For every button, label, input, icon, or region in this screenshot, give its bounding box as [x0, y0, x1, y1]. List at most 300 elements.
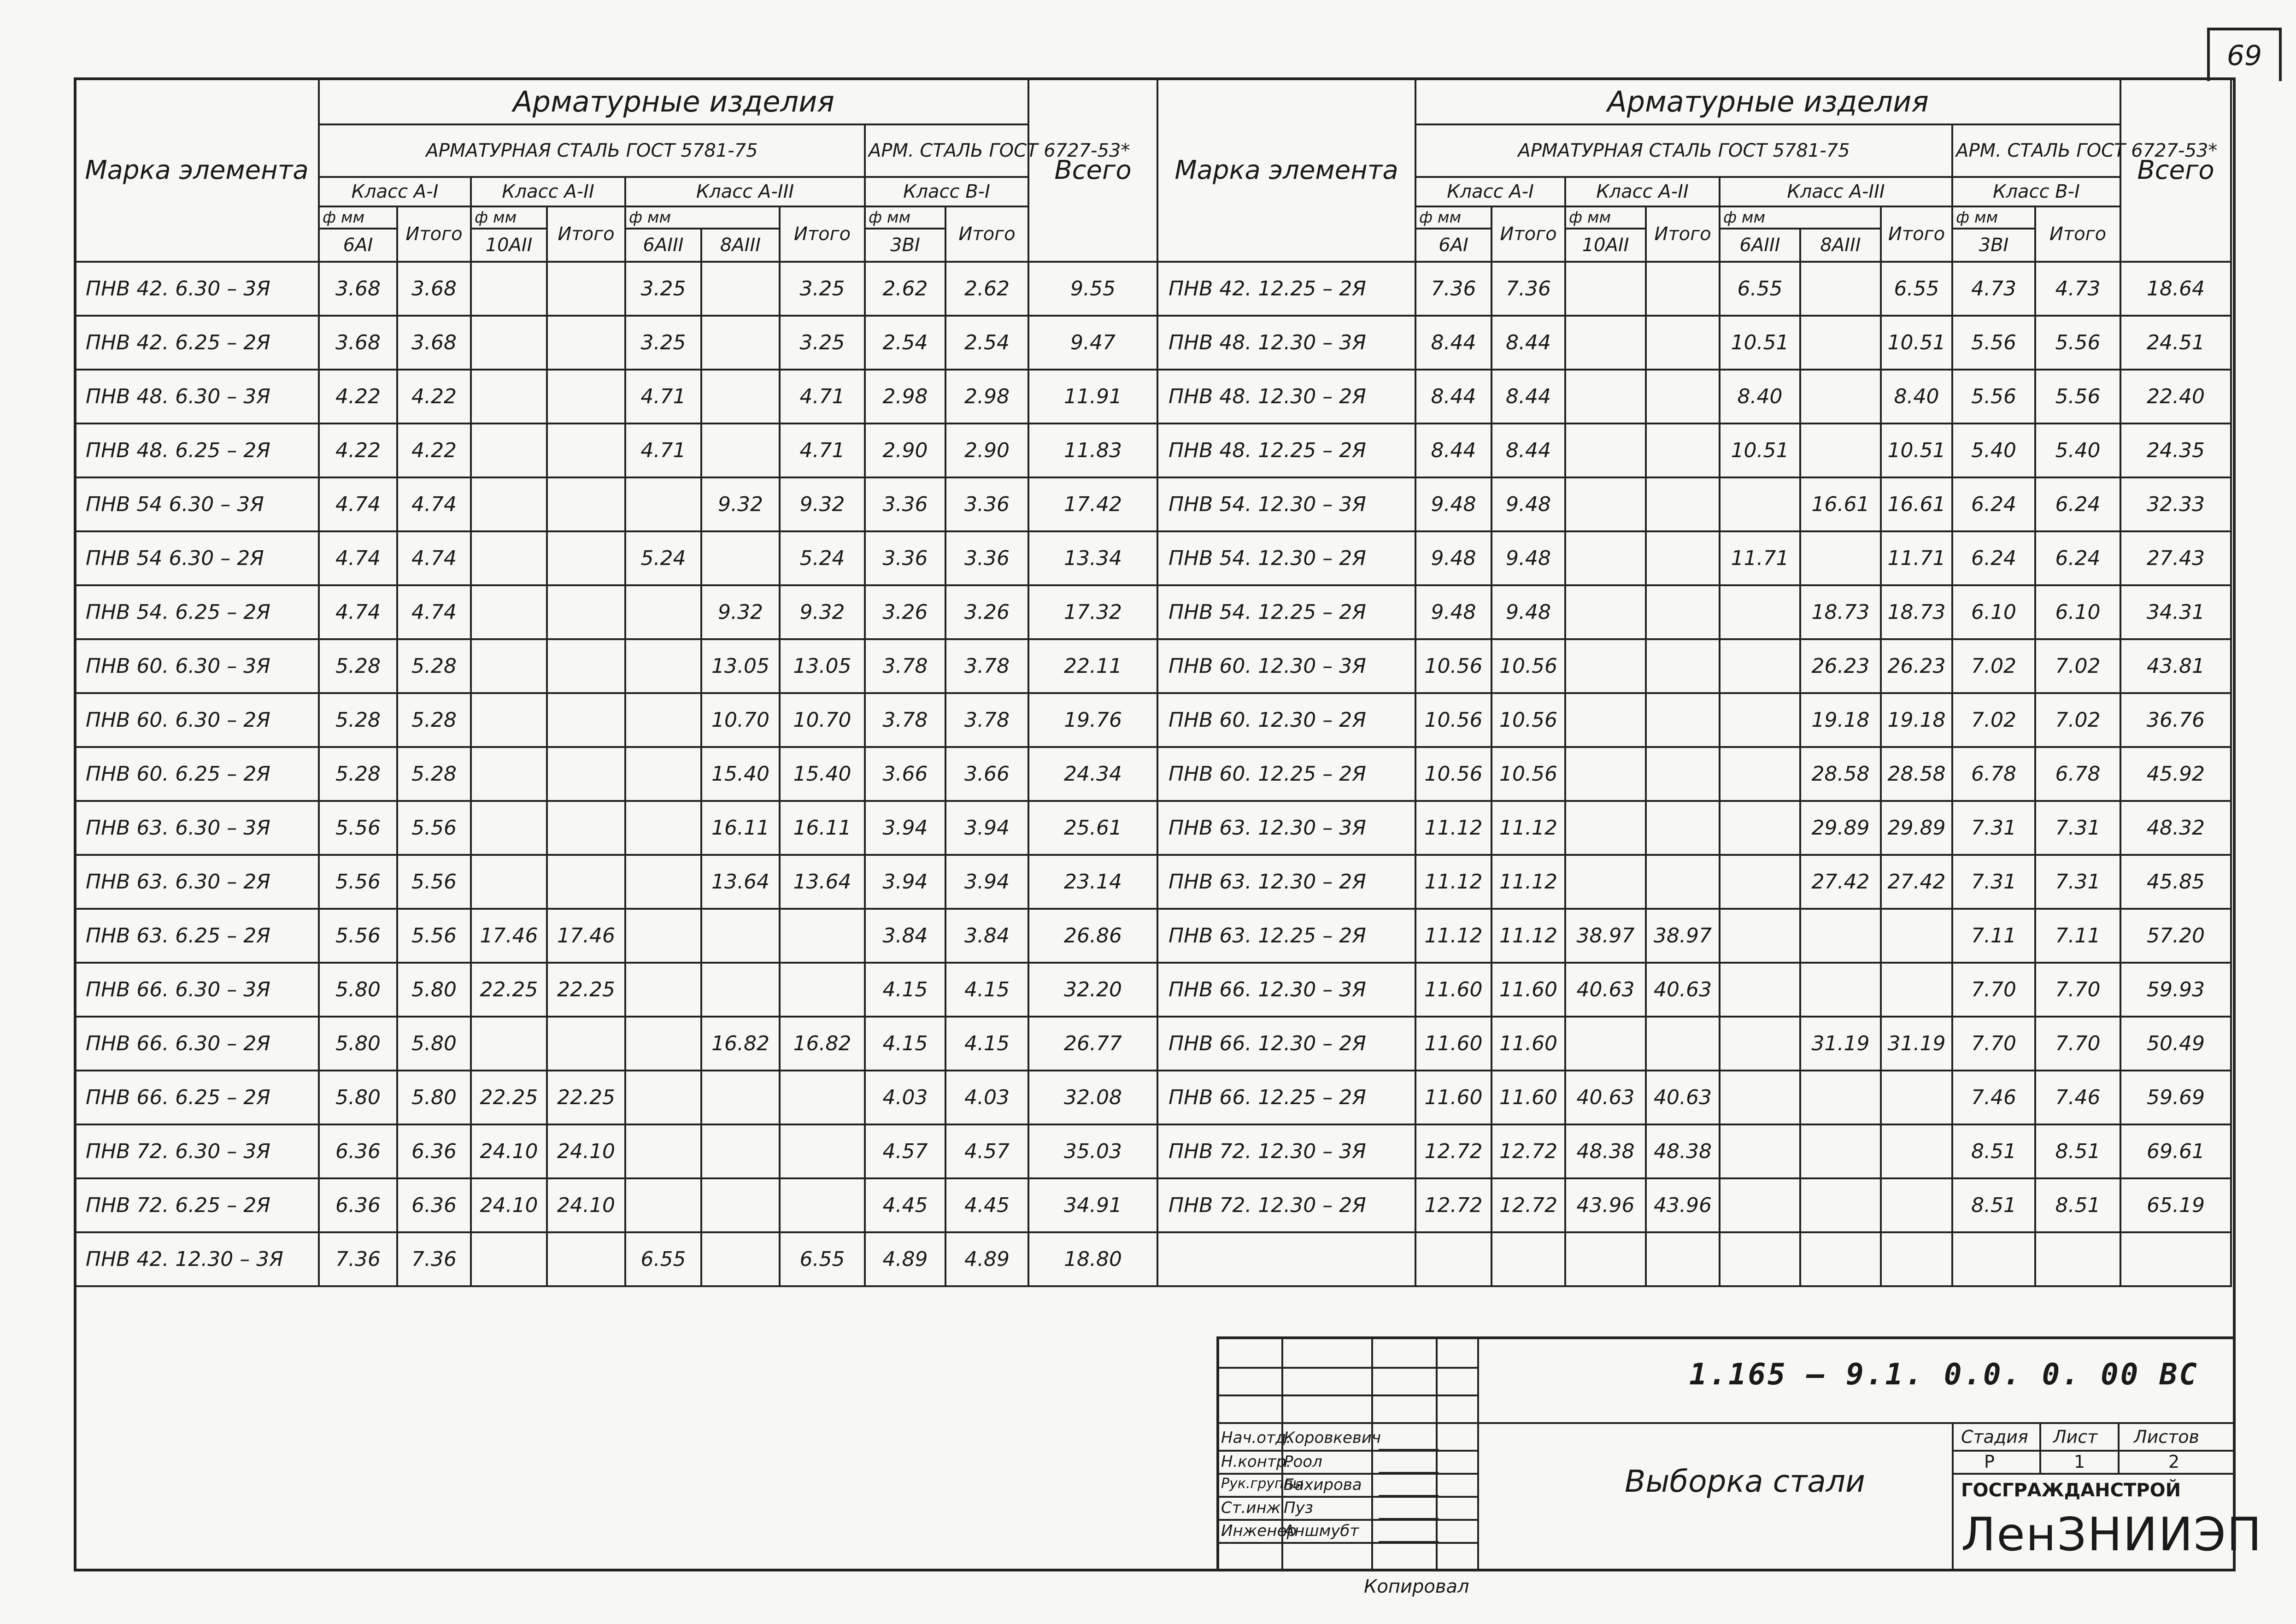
total-cell: 32.20: [1028, 963, 1157, 1017]
value-cell: 31.19: [1881, 1017, 1952, 1071]
value-cell: 5.28: [397, 747, 471, 801]
value-cell: [547, 477, 625, 531]
value-cell: [1415, 1232, 1492, 1286]
element-mark-cell: ПНВ 54 6.30 – 3Я: [75, 477, 319, 531]
value-cell: 2.98: [865, 370, 945, 424]
handwritten-signature: [1378, 1472, 1447, 1497]
class-b1-header: Класс В-I: [1952, 177, 2120, 206]
value-cell: [1720, 909, 1800, 963]
total-cell: 50.49: [2120, 1017, 2231, 1071]
value-cell: 4.03: [945, 1071, 1028, 1124]
element-mark-cell: ПНВ 72. 12.30 – 2Я: [1157, 1178, 1415, 1232]
value-cell: 5.80: [397, 963, 471, 1017]
total-cell: 57.20: [2120, 909, 2231, 963]
value-cell: [1881, 909, 1952, 963]
value-cell: 4.89: [945, 1232, 1028, 1286]
value-cell: 7.31: [2035, 801, 2120, 855]
value-cell: 6.10: [1952, 585, 2035, 639]
value-cell: 6.36: [319, 1124, 397, 1178]
value-cell: 6.55: [1881, 262, 1952, 316]
itogo-header: Итого: [2035, 206, 2120, 262]
value-cell: 17.46: [547, 909, 625, 963]
value-cell: 16.11: [780, 801, 865, 855]
value-cell: 8.40: [1881, 370, 1952, 424]
value-cell: 6.24: [1952, 531, 2035, 585]
diam-6a3: 6АIII: [625, 229, 701, 262]
table-row: [1157, 1178, 2231, 1232]
element-mark-cell: ПНВ 60. 6.30 – 3Я: [75, 639, 319, 693]
value-cell: [780, 909, 865, 963]
value-cell: [625, 477, 701, 531]
value-cell: 24.10: [471, 1124, 547, 1178]
value-cell: 7.36: [1492, 262, 1565, 316]
total-cell: 43.81: [2120, 639, 2231, 693]
value-cell: 8.51: [2035, 1124, 2120, 1178]
total-cell: 48.32: [2120, 801, 2231, 855]
value-cell: 3.66: [945, 747, 1028, 801]
value-cell: 5.24: [625, 531, 701, 585]
value-cell: 11.12: [1492, 909, 1565, 963]
handwritten-signature: [1378, 1449, 1447, 1474]
value-cell: 5.80: [319, 1071, 397, 1124]
value-cell: [471, 262, 547, 316]
phi-mm-label: ф мм: [319, 206, 397, 229]
arm-steel-gost-header: АРМ. СТАЛЬ ГОСТ 6727-53*: [1952, 124, 2120, 177]
class-a1-header: Класс А-I: [1415, 177, 1565, 206]
total-cell: 11.83: [1028, 424, 1157, 477]
value-cell: [1800, 963, 1881, 1017]
value-cell: 5.40: [2035, 424, 2120, 477]
class-a3-header: Класс А-III: [1720, 177, 1952, 206]
table-row: [75, 316, 1157, 370]
value-cell: 11.71: [1720, 531, 1800, 585]
table-row: [75, 639, 1157, 693]
value-cell: 13.64: [780, 855, 865, 909]
value-cell: 3.25: [780, 316, 865, 370]
value-cell: 29.89: [1800, 801, 1881, 855]
value-cell: 5.56: [2035, 316, 2120, 370]
value-cell: 22.25: [471, 1071, 547, 1124]
value-cell: 10.51: [1881, 424, 1952, 477]
value-cell: 4.22: [319, 370, 397, 424]
value-cell: [1565, 585, 1646, 639]
element-mark-cell: ПНВ 42. 6.25 – 2Я: [75, 316, 319, 370]
value-cell: 7.31: [1952, 801, 2035, 855]
value-cell: 3.78: [865, 693, 945, 747]
value-cell: 9.48: [1492, 477, 1565, 531]
value-cell: [1646, 477, 1720, 531]
value-cell: 8.51: [2035, 1178, 2120, 1232]
table-row: [75, 1124, 1157, 1178]
value-cell: 3.26: [865, 585, 945, 639]
total-cell: 22.40: [2120, 370, 2231, 424]
value-cell: [1720, 477, 1800, 531]
value-cell: 31.19: [1800, 1017, 1881, 1071]
value-cell: [625, 963, 701, 1017]
table-row: [75, 855, 1157, 909]
value-cell: [701, 424, 780, 477]
table-row: [75, 801, 1157, 855]
value-cell: 3.94: [945, 855, 1028, 909]
value-cell: 4.03: [865, 1071, 945, 1124]
value-cell: 3.94: [865, 801, 945, 855]
value-cell: 6.55: [780, 1232, 865, 1286]
value-cell: 3.36: [945, 531, 1028, 585]
total-cell: 59.93: [2120, 963, 2231, 1017]
table-row: [1157, 747, 2231, 801]
value-cell: 8.44: [1415, 424, 1492, 477]
value-cell: 38.97: [1646, 909, 1720, 963]
value-cell: 6.24: [1952, 477, 2035, 531]
signature-name: Роол: [1284, 1453, 1322, 1471]
total-cell: 22.11: [1028, 639, 1157, 693]
value-cell: [780, 963, 865, 1017]
itogo-header: Итого: [780, 206, 865, 262]
value-cell: 4.73: [2035, 262, 2120, 316]
table-row: [1157, 1232, 2231, 1286]
signature-role: Рук.группы: [1221, 1476, 1304, 1492]
total-header: Всего: [2120, 78, 2231, 262]
value-cell: [1720, 639, 1800, 693]
value-cell: [780, 1178, 865, 1232]
value-cell: 16.11: [701, 801, 780, 855]
value-cell: [625, 1124, 701, 1178]
value-cell: 3.25: [625, 316, 701, 370]
element-mark-cell: ПНВ 72. 12.30 – 3Я: [1157, 1124, 1415, 1178]
value-cell: 8.40: [1720, 370, 1800, 424]
value-cell: 13.64: [701, 855, 780, 909]
value-cell: [1800, 316, 1881, 370]
table-row: [1157, 1017, 2231, 1071]
value-cell: [2035, 1232, 2120, 1286]
value-cell: 5.80: [319, 1017, 397, 1071]
value-cell: 3.84: [945, 909, 1028, 963]
total-cell: 32.08: [1028, 1071, 1157, 1124]
value-cell: 6.10: [2035, 585, 2120, 639]
value-cell: [1565, 316, 1646, 370]
handwritten-signature: [1378, 1426, 1447, 1451]
value-cell: 24.10: [471, 1178, 547, 1232]
value-cell: 11.71: [1881, 531, 1952, 585]
diam-3b1: 3ВI: [1952, 229, 2035, 262]
value-cell: [1800, 262, 1881, 316]
value-cell: 40.63: [1565, 963, 1646, 1017]
value-cell: [547, 585, 625, 639]
value-cell: 6.36: [319, 1178, 397, 1232]
value-cell: 40.63: [1565, 1071, 1646, 1124]
value-cell: 10.56: [1415, 693, 1492, 747]
diam-8a3: 8АIII: [701, 229, 780, 262]
element-mark-cell: ПНВ 63. 6.30 – 2Я: [75, 855, 319, 909]
element-mark-cell: ПНВ 54. 12.25 – 2Я: [1157, 585, 1415, 639]
organization-institute: ЛенЗНИИЭП: [1961, 1507, 2263, 1561]
element-mark-cell: ПНВ 42. 12.25 – 2Я: [1157, 262, 1415, 316]
phi-mm-label: ф мм: [1952, 206, 2035, 229]
value-cell: 11.12: [1492, 801, 1565, 855]
table-row: [1157, 477, 2231, 531]
value-cell: 2.90: [865, 424, 945, 477]
itogo-header: Итого: [1492, 206, 1565, 262]
value-cell: 10.56: [1415, 747, 1492, 801]
value-cell: 11.12: [1415, 909, 1492, 963]
table-row: [75, 1232, 1157, 1286]
phi-mm-label: ф мм: [471, 206, 547, 229]
value-cell: [1720, 1178, 1800, 1232]
value-cell: [547, 370, 625, 424]
value-cell: 5.56: [319, 801, 397, 855]
value-cell: 4.71: [780, 370, 865, 424]
value-cell: 4.45: [945, 1178, 1028, 1232]
value-cell: [701, 1124, 780, 1178]
table-row: [1157, 1124, 2231, 1178]
value-cell: [1720, 855, 1800, 909]
element-mark-cell: ПНВ 60. 12.30 – 3Я: [1157, 639, 1415, 693]
value-cell: 9.32: [701, 477, 780, 531]
signature-name: Бахирова: [1284, 1476, 1362, 1494]
element-mark-cell: [1157, 1232, 1415, 1286]
value-cell: 3.68: [319, 316, 397, 370]
value-cell: 2.90: [945, 424, 1028, 477]
value-cell: [547, 801, 625, 855]
value-cell: 22.25: [547, 1071, 625, 1124]
value-cell: 7.02: [2035, 639, 2120, 693]
value-cell: [547, 639, 625, 693]
value-cell: 10.70: [780, 693, 865, 747]
value-cell: 5.56: [1952, 316, 2035, 370]
value-cell: [1646, 370, 1720, 424]
value-cell: 12.72: [1492, 1178, 1565, 1232]
value-cell: 4.73: [1952, 262, 2035, 316]
value-cell: [1720, 1232, 1800, 1286]
value-cell: [471, 747, 547, 801]
value-cell: [1720, 693, 1800, 747]
value-cell: [547, 1232, 625, 1286]
signature-role: Ст.инж.: [1221, 1499, 1286, 1517]
value-cell: [1565, 639, 1646, 693]
value-cell: [471, 1017, 547, 1071]
value-cell: 7.02: [1952, 639, 2035, 693]
value-cell: [471, 477, 547, 531]
signature-name: Пуз: [1284, 1499, 1313, 1517]
value-cell: [471, 424, 547, 477]
value-cell: 17.46: [471, 909, 547, 963]
value-cell: [471, 639, 547, 693]
value-cell: 8.44: [1415, 316, 1492, 370]
element-mark-cell: ПНВ 60. 6.25 – 2Я: [75, 747, 319, 801]
value-cell: 5.80: [397, 1071, 471, 1124]
value-cell: 7.11: [2035, 909, 2120, 963]
value-cell: 4.57: [945, 1124, 1028, 1178]
value-cell: [1565, 855, 1646, 909]
value-cell: 16.61: [1800, 477, 1881, 531]
value-cell: 12.72: [1415, 1124, 1492, 1178]
value-cell: [625, 1071, 701, 1124]
value-cell: [1492, 1232, 1565, 1286]
table-row: [75, 1071, 1157, 1124]
value-cell: 38.97: [1565, 909, 1646, 963]
value-cell: 3.25: [780, 262, 865, 316]
value-cell: 16.82: [780, 1017, 865, 1071]
value-cell: 11.12: [1492, 855, 1565, 909]
total-cell: 65.19: [2120, 1178, 2231, 1232]
value-cell: 6.24: [2035, 477, 2120, 531]
value-cell: 8.44: [1492, 424, 1565, 477]
value-cell: 9.48: [1415, 585, 1492, 639]
value-cell: [625, 693, 701, 747]
value-cell: [1646, 316, 1720, 370]
total-cell: 59.69: [2120, 1071, 2231, 1124]
total-cell: 36.76: [2120, 693, 2231, 747]
value-cell: 7.46: [1952, 1071, 2035, 1124]
table-row: [1157, 801, 2231, 855]
value-cell: 3.36: [865, 531, 945, 585]
value-cell: [701, 262, 780, 316]
value-cell: 3.78: [945, 693, 1028, 747]
value-cell: 3.78: [945, 639, 1028, 693]
value-cell: 2.54: [865, 316, 945, 370]
value-cell: [1646, 424, 1720, 477]
total-cell: 13.34: [1028, 531, 1157, 585]
value-cell: [701, 1071, 780, 1124]
value-cell: [1720, 1071, 1800, 1124]
value-cell: [547, 693, 625, 747]
value-cell: [1565, 801, 1646, 855]
value-cell: 11.60: [1492, 1017, 1565, 1071]
value-cell: [1565, 693, 1646, 747]
value-cell: 48.38: [1565, 1124, 1646, 1178]
stage-value: Р: [1984, 1452, 1995, 1472]
value-cell: [1646, 747, 1720, 801]
value-cell: 5.80: [397, 1017, 471, 1071]
value-cell: 24.10: [547, 1124, 625, 1178]
value-cell: [1646, 639, 1720, 693]
element-mark-cell: ПНВ 42. 12.30 – 3Я: [75, 1232, 319, 1286]
value-cell: 4.45: [865, 1178, 945, 1232]
value-cell: 7.36: [319, 1232, 397, 1286]
value-cell: [547, 1017, 625, 1071]
element-mark-cell: ПНВ 66. 12.25 – 2Я: [1157, 1071, 1415, 1124]
document-code: 1.165 – 9.1. 0.0. 0. 00 ВС: [1689, 1358, 2199, 1392]
diam-10a2: 10АII: [471, 229, 547, 262]
total-cell: 32.33: [2120, 477, 2231, 531]
value-cell: [1720, 963, 1800, 1017]
phi-mm-label: ф мм: [1720, 206, 1881, 229]
value-cell: [1800, 424, 1881, 477]
value-cell: 7.46: [2035, 1071, 2120, 1124]
value-cell: 13.05: [701, 639, 780, 693]
value-cell: 22.25: [471, 963, 547, 1017]
class-a2-header: Класс А-II: [471, 177, 625, 206]
value-cell: 40.63: [1646, 963, 1720, 1017]
sheets-value: 2: [2168, 1452, 2180, 1472]
value-cell: [1565, 1232, 1646, 1286]
value-cell: [1565, 531, 1646, 585]
value-cell: [1646, 693, 1720, 747]
value-cell: [701, 1232, 780, 1286]
total-cell: 26.77: [1028, 1017, 1157, 1071]
element-mark-cell: ПНВ 48. 12.30 – 2Я: [1157, 370, 1415, 424]
value-cell: 3.68: [319, 262, 397, 316]
element-mark-cell: ПНВ 54. 12.30 – 3Я: [1157, 477, 1415, 531]
value-cell: [1720, 747, 1800, 801]
value-cell: 28.58: [1881, 747, 1952, 801]
value-cell: [1881, 963, 1952, 1017]
value-cell: [701, 963, 780, 1017]
value-cell: 7.70: [1952, 963, 2035, 1017]
value-cell: 29.89: [1881, 801, 1952, 855]
value-cell: 5.56: [397, 801, 471, 855]
left-table-body: [75, 262, 1157, 1286]
value-cell: 43.96: [1646, 1178, 1720, 1232]
element-mark-cell: ПНВ 48. 12.25 – 2Я: [1157, 424, 1415, 477]
total-cell: 18.64: [2120, 262, 2231, 316]
total-cell: 18.80: [1028, 1232, 1157, 1286]
element-mark-cell: ПНВ 54 6.30 – 2Я: [75, 531, 319, 585]
value-cell: [1565, 424, 1646, 477]
value-cell: [471, 531, 547, 585]
table-row: [75, 747, 1157, 801]
value-cell: 26.23: [1881, 639, 1952, 693]
value-cell: [625, 1017, 701, 1071]
itogo-header: Итого: [1646, 206, 1720, 262]
element-mark-cell: ПНВ 66. 12.30 – 2Я: [1157, 1017, 1415, 1071]
element-mark-cell: ПНВ 63. 6.25 – 2Я: [75, 909, 319, 963]
value-cell: 4.15: [865, 1017, 945, 1071]
diam-6a1: 6АI: [319, 229, 397, 262]
total-cell: 9.55: [1028, 262, 1157, 316]
value-cell: 7.31: [2035, 855, 2120, 909]
value-cell: 9.48: [1415, 477, 1492, 531]
signature-name: Аншмубт: [1284, 1522, 1359, 1540]
table-row: [1157, 585, 2231, 639]
signature-name: Коровкевич: [1284, 1429, 1381, 1447]
table-row: [1157, 855, 2231, 909]
value-cell: 10.51: [1720, 424, 1800, 477]
table-row: [75, 370, 1157, 424]
signature-role: Нач.отд.: [1221, 1429, 1292, 1447]
table-row: [1157, 424, 2231, 477]
page-number: 69: [2207, 28, 2282, 81]
total-cell: 69.61: [2120, 1124, 2231, 1178]
value-cell: 4.74: [397, 477, 471, 531]
class-b1-header: Класс В-I: [865, 177, 1028, 206]
table-row: [75, 477, 1157, 531]
value-cell: [701, 1178, 780, 1232]
value-cell: 7.70: [2035, 1017, 2120, 1071]
value-cell: [1720, 1017, 1800, 1071]
value-cell: 9.48: [1492, 585, 1565, 639]
value-cell: [625, 639, 701, 693]
value-cell: 4.74: [397, 531, 471, 585]
value-cell: [471, 1232, 547, 1286]
value-cell: 8.44: [1492, 370, 1565, 424]
value-cell: 4.57: [865, 1124, 945, 1178]
value-cell: [547, 855, 625, 909]
value-cell: [547, 424, 625, 477]
value-cell: 5.28: [319, 693, 397, 747]
value-cell: 3.68: [397, 262, 471, 316]
value-cell: 7.36: [1415, 262, 1492, 316]
group-header: Арматурные изделия: [319, 78, 1028, 124]
stage-label: Стадия: [1961, 1427, 2028, 1447]
value-cell: 6.55: [1720, 262, 1800, 316]
value-cell: [547, 262, 625, 316]
value-cell: 11.60: [1415, 963, 1492, 1017]
total-cell: 17.32: [1028, 585, 1157, 639]
steel-table-left: [74, 77, 1158, 1287]
value-cell: 9.48: [1415, 531, 1492, 585]
value-cell: [625, 585, 701, 639]
